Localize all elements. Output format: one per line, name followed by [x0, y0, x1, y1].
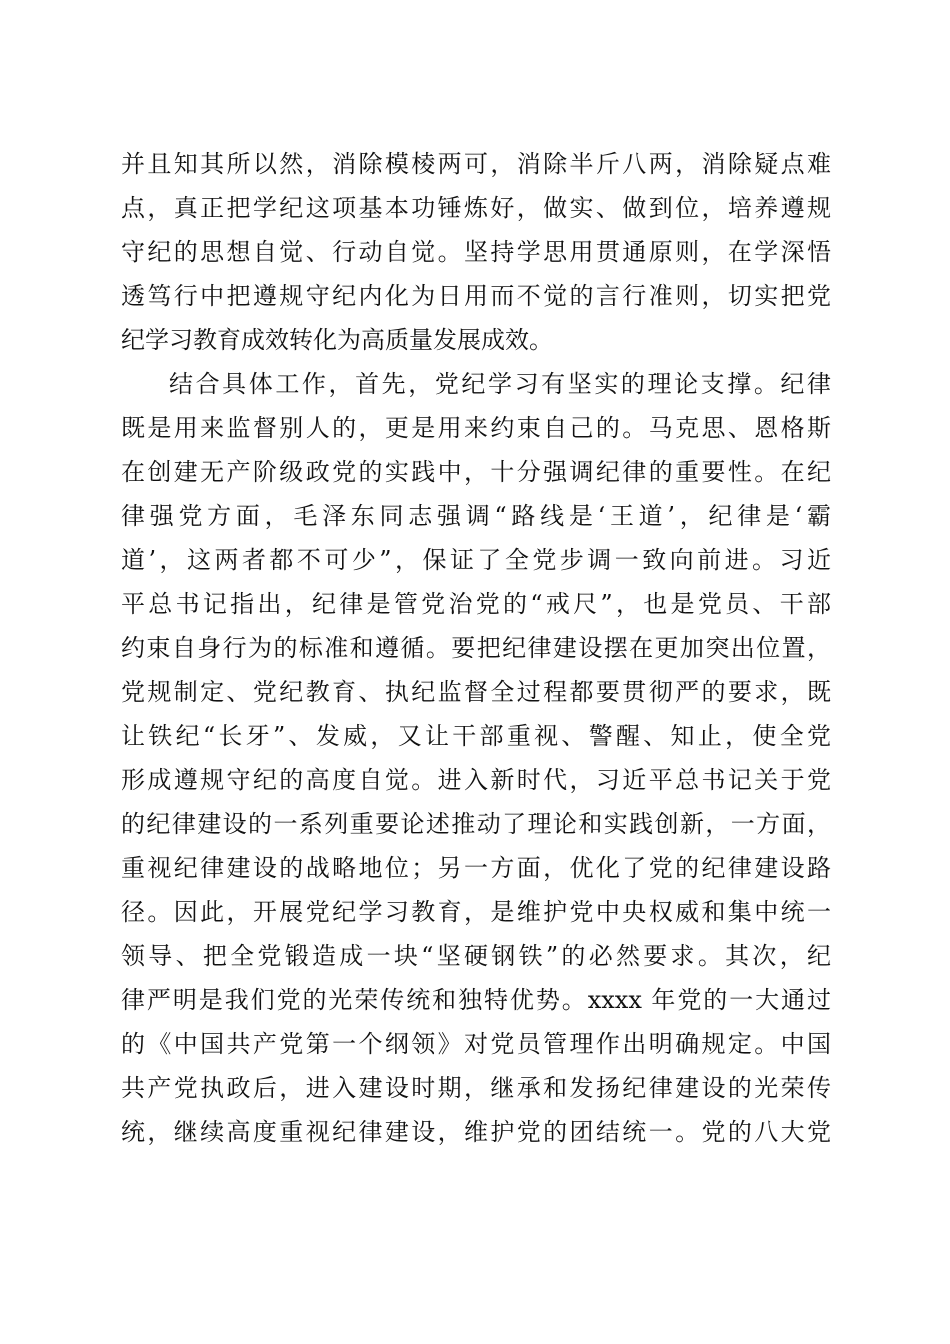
paragraph-line: 透笃行中把遵规守纪内化为日用而不觉的言行准则，切实把党 — [121, 282, 831, 310]
paragraph-line: 守纪的思想自觉、行动自觉。坚持学思用贯通原则，在学深悟 — [121, 238, 831, 266]
paragraph-line: 道’，这两者都不可少”，保证了全党步调一致向前进。习近 — [121, 546, 831, 574]
paragraph-line: 在创建无产阶级政党的实践中，十分强调纪律的重要性。在纪 — [121, 458, 831, 486]
paragraph-line: 径。因此，开展党纪学习教育，是维护党中央权威和集中统一 — [121, 898, 831, 926]
paragraph-line: 的纪律建设的一系列重要论述推动了理论和实践创新，一方面， — [121, 810, 831, 838]
paragraph-line: 结合具体工作，首先，党纪学习有坚实的理论支撑。纪律 — [169, 370, 831, 398]
paragraph-line: 律严明是我们党的光荣传统和独特优势。xxxx 年党的一大通过 — [121, 986, 831, 1014]
paragraph-line: 共产党执政后，进入建设时期，继承和发扬纪律建设的光荣传 — [121, 1074, 831, 1102]
paragraph-line: 让铁纪“长牙”、发威，又让干部重视、警醒、知止，使全党 — [121, 722, 831, 750]
paragraph-line: 约束自身行为的标准和遵循。要把纪律建设摆在更加突出位置， — [121, 634, 831, 662]
paragraph-1 — [121, 142, 831, 362]
paragraph-line: 统，继续高度重视纪律建设，维护党的团结统一。党的八大党 — [121, 1118, 831, 1146]
paragraph-line: 的《中国共产党第一个纲领》对党员管理作出明确规定。中国 — [121, 1030, 831, 1058]
paragraph-line: 律强党方面，毛泽东同志强调“路线是‘王道’，纪律是‘霸 — [121, 502, 831, 530]
paragraph-line: 既是用来监督别人的，更是用来约束自己的。马克思、恩格斯 — [121, 414, 831, 442]
paragraph-line: 形成遵规守纪的高度自觉。进入新时代，习近平总书记关于党 — [121, 766, 831, 794]
paragraph-line: 平总书记指出，纪律是管党治党的“戒尺”，也是党员、干部 — [121, 590, 831, 618]
paragraph-line: 重视纪律建设的战略地位；另一方面，优化了党的纪律建设路 — [121, 854, 831, 882]
document-body — [121, 142, 831, 1154]
paragraph-line: 并且知其所以然，消除模棱两可，消除半斤八两，消除疑点难 — [121, 150, 831, 178]
paragraph-line: 点，真正把学纪这项基本功锤炼好，做实、做到位，培养遵规 — [121, 194, 831, 222]
paragraph-line: 党规制定、党纪教育、执纪监督全过程都要贯彻严的要求，既 — [121, 678, 831, 706]
paragraph-2 — [121, 362, 831, 1154]
paragraph-line: 领导、把全党锻造成一块“坚硬钢铁”的必然要求。其次，纪 — [121, 942, 831, 970]
paragraph-line: 纪学习教育成效转化为高质量发展成效。 — [121, 326, 553, 354]
